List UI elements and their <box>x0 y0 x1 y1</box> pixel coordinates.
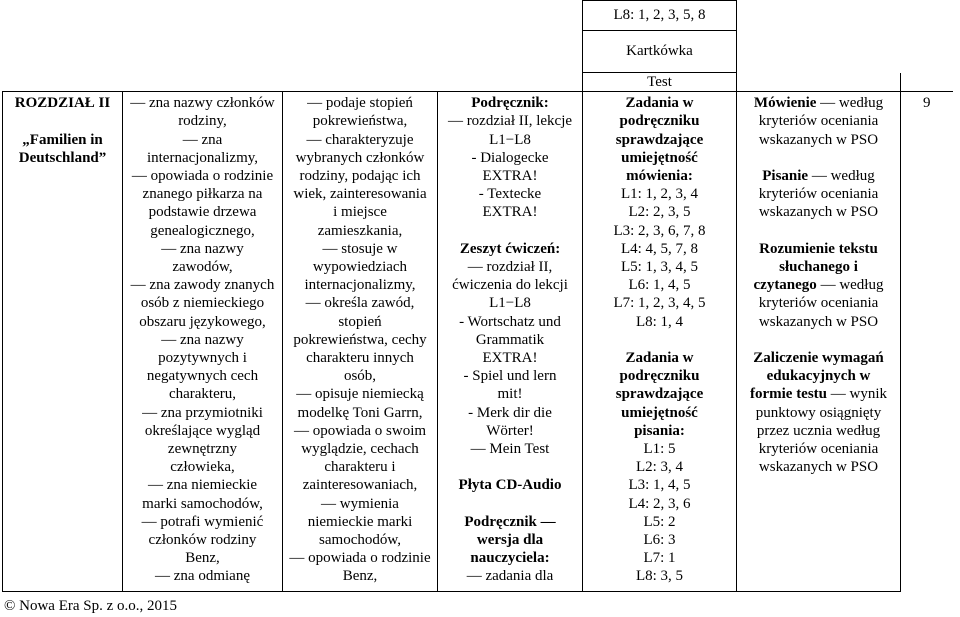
text-line: mówienia: <box>626 168 693 185</box>
text-line: czytanego — według <box>753 277 884 294</box>
text-line: Benz, <box>185 550 220 567</box>
text-line: wskazanych w PSO <box>758 131 879 148</box>
chapter-title <box>3 92 122 167</box>
text-line: osób, <box>343 368 377 385</box>
text-line: Mówienie — według <box>753 95 884 112</box>
text-line: L5: 2 <box>643 513 676 530</box>
text-line: L4: 4, 5, 7, 8 <box>620 240 699 257</box>
criteria-table <box>2 0 953 592</box>
text-line: pokrewieństwa, cechy <box>293 331 427 348</box>
text-line: negatywnych cech <box>146 368 259 385</box>
text-line: pozytywnych i <box>158 350 247 367</box>
text-line: charakteru, <box>168 386 237 403</box>
text-line: — podaje stopień <box>287 94 433 112</box>
text-line: — zna nazwy <box>127 240 278 258</box>
page-number-cell <box>901 92 953 592</box>
text-line <box>587 331 732 349</box>
text-line: zewnętrzny <box>167 441 238 458</box>
text-line: — potrafi wymienić <box>127 513 278 531</box>
text-line: L7: 1 <box>643 550 676 567</box>
text-line: Podręcznik: <box>471 95 549 112</box>
text-line <box>7 112 118 130</box>
text-line: — zna zawody znanych <box>127 276 278 294</box>
text-line: modelkę Toni Garrn, <box>297 404 423 421</box>
text-line: Zadania w <box>625 350 694 367</box>
text-line: podręczniku <box>619 113 700 130</box>
text-line: umiejętność <box>621 149 698 166</box>
text-line: samochodów, <box>319 532 401 549</box>
text-line: wybranych członków <box>295 149 425 166</box>
text-line <box>741 149 896 167</box>
text-line: — określa zawód, <box>287 294 433 312</box>
kartkowka-label: Kartkówka <box>626 43 693 60</box>
text-line: umiejętność <box>621 404 698 421</box>
text-line: pisania: <box>634 422 685 439</box>
text-line: Zeszyt ćwiczeń: <box>459 240 561 257</box>
text-line: - Merk dir die <box>468 404 552 421</box>
text-line <box>741 331 896 349</box>
text-line: mit! <box>497 386 523 403</box>
text-line: niemieckie marki <box>307 513 413 530</box>
text-line: L6: 3 <box>643 532 676 549</box>
text-line: wiek, zainteresowania <box>293 186 427 203</box>
text-line: Grammatik <box>475 331 545 348</box>
text-line: rodziny, <box>178 113 227 130</box>
tasks-list <box>583 92 736 585</box>
text-line: członków rodziny <box>148 532 257 549</box>
text-line: Zaliczenie wymagań <box>753 350 884 367</box>
skills-list <box>283 92 437 585</box>
page-number: 9 <box>923 95 931 112</box>
text-line: Benz, <box>342 568 378 585</box>
text-line: ROZDZIAŁ II <box>14 95 111 112</box>
text-line: — opowiada o rodzinie <box>287 549 433 567</box>
text-line: wskazanych w PSO <box>758 459 879 476</box>
text-line: L4: 2, 3, 6 <box>628 495 691 512</box>
text-line: zawodów, <box>172 259 233 276</box>
text-line: przez ucznia według <box>756 422 881 439</box>
test-label: Test <box>647 74 672 90</box>
text-line: ćwiczenia do lekcji <box>452 277 568 294</box>
text-line: internacjonalizmy, <box>304 277 416 294</box>
text-line: - Wortschatz und <box>459 313 561 330</box>
test-cell <box>583 73 737 92</box>
text-line: — zna niemieckie <box>127 476 278 494</box>
text-line: L1−L8 <box>489 131 531 148</box>
text-line <box>442 495 578 513</box>
text-line: wyglądzie, cechach <box>301 441 419 458</box>
text-line: L8: 3, 5 <box>635 568 684 585</box>
text-line: wskazanych w PSO <box>758 313 879 330</box>
text-line <box>741 222 896 240</box>
text-line: L1−L8 <box>489 295 531 312</box>
text-line: — zna nazwy <box>127 331 278 349</box>
text-line: L2: 3, 4 <box>635 459 684 476</box>
vocab-knowledge-list <box>123 92 282 585</box>
text-line: kryteriów oceniania <box>758 295 879 312</box>
text-line: internacjonalizmy, <box>146 149 259 166</box>
text-line: — opowiada o rodzinie <box>127 167 278 185</box>
text-line: Rozumienie tekstu <box>759 240 878 257</box>
materials-list <box>438 92 582 585</box>
text-line: charakteru innych <box>306 350 414 367</box>
text-line: rodziny, podając ich <box>299 168 421 185</box>
text-line: — opowiada o swoim <box>287 422 433 440</box>
text-line: L1: 1, 2, 3, 4 <box>620 186 699 203</box>
text-line: L1: 5 <box>643 441 676 458</box>
text-line: L8: 1, 4 <box>635 313 684 330</box>
text-line: — charakteryzuje <box>287 131 433 149</box>
text-line: stopień <box>338 313 382 330</box>
text-line: — Mein Test <box>442 440 578 458</box>
assessment-cell <box>737 92 901 592</box>
text-line: Płyta CD-Audio <box>458 477 562 494</box>
text-line: - Textecke <box>478 186 542 203</box>
text-line: — opisuje niemiecką <box>287 385 433 403</box>
text-line: zamieszkania, <box>317 222 403 239</box>
text-line: L2: 2, 3, 5 <box>628 204 691 221</box>
text-line: Wörter! <box>486 422 534 439</box>
text-line: wskazanych w PSO <box>758 204 879 221</box>
text-line: EXTRA! <box>482 350 538 367</box>
text-line: edukacyjnych w <box>766 368 871 385</box>
text-line: L5: 1, 3, 4, 5 <box>620 259 699 276</box>
text-line: — rozdział II, <box>442 258 578 276</box>
text-line: podręczniku <box>619 368 700 385</box>
text-line: określające wygląd <box>144 422 261 439</box>
text-line: kryteriów oceniania <box>758 441 879 458</box>
text-line <box>442 458 578 476</box>
text-line: - Spiel und lern <box>463 368 557 385</box>
text-line: słuchanego i <box>779 259 858 276</box>
text-line: — zna przymiotniki <box>127 404 278 422</box>
text-line: genealogicznego, <box>150 222 255 239</box>
text-line: Zadania w <box>625 95 694 112</box>
text-line: — zna <box>127 131 278 149</box>
copyright-footer: © Nowa Era Sp. z o.o., 2015 <box>4 598 178 614</box>
skills-cell <box>283 92 438 592</box>
text-line: zainteresowaniach, <box>302 477 418 494</box>
text-line: obszaru językowego, <box>139 313 266 330</box>
assessment-list <box>737 92 900 476</box>
text-line: L3: 2, 3, 6, 7, 8 <box>613 222 706 239</box>
lesson-ref: L8: 1, 2, 3, 5, 8 <box>613 7 706 24</box>
text-line: L3: 1, 4, 5 <box>628 477 691 494</box>
text-line: EXTRA! <box>482 204 538 221</box>
tasks-cell <box>583 92 737 592</box>
text-line: Pisanie — według <box>762 168 875 185</box>
text-line: osób z niemieckiego <box>140 295 265 312</box>
text-line: „Familien in <box>22 131 103 148</box>
text-line: pokrewieństwa, <box>312 113 408 130</box>
text-line: formie testu — wynik <box>749 386 888 403</box>
text-line: sprawdzające <box>615 131 704 148</box>
text-line: — stosuje w <box>287 240 433 258</box>
lesson-ref-cell <box>583 1 737 31</box>
text-line: Podręcznik — <box>464 513 556 530</box>
text-line <box>442 222 578 240</box>
chapter-cell <box>3 92 123 592</box>
text-line: wypowiedziach <box>312 259 408 276</box>
text-line: kryteriów oceniania <box>758 113 879 130</box>
text-line: marki samochodów, <box>142 495 263 512</box>
kartkowka-cell <box>583 31 737 73</box>
text-line: punktowy osiągnięty <box>755 404 882 421</box>
text-line: Deutschland” <box>18 149 107 166</box>
text-line: znanego piłkarza na <box>142 186 263 203</box>
text-line: — rozdział II, lekcje <box>442 112 578 130</box>
text-line: nauczyciela: <box>470 550 550 567</box>
text-line: kryteriów oceniania <box>758 186 879 203</box>
text-line: EXTRA! <box>482 168 538 185</box>
text-line: L6: 1, 4, 5 <box>628 277 691 294</box>
text-line: L7: 1, 2, 3, 4, 5 <box>613 295 706 312</box>
text-line: — wymienia <box>287 495 433 513</box>
text-line: wersja dla <box>476 532 544 549</box>
vocab-knowledge-cell <box>123 92 283 592</box>
materials-cell <box>438 92 583 592</box>
text-line: i miejsce <box>333 204 387 221</box>
text-line: — zadania dla <box>442 567 578 585</box>
text-line: — zna odmianę <box>127 567 278 585</box>
text-line: charakteru i <box>324 459 396 476</box>
text-line: sprawdzające <box>615 386 704 403</box>
text-line: podstawie drzewa <box>148 204 257 221</box>
text-line: - Dialogecke <box>471 149 549 166</box>
text-line: człowieka, <box>170 459 235 476</box>
text-line: — zna nazwy członków <box>127 94 278 112</box>
